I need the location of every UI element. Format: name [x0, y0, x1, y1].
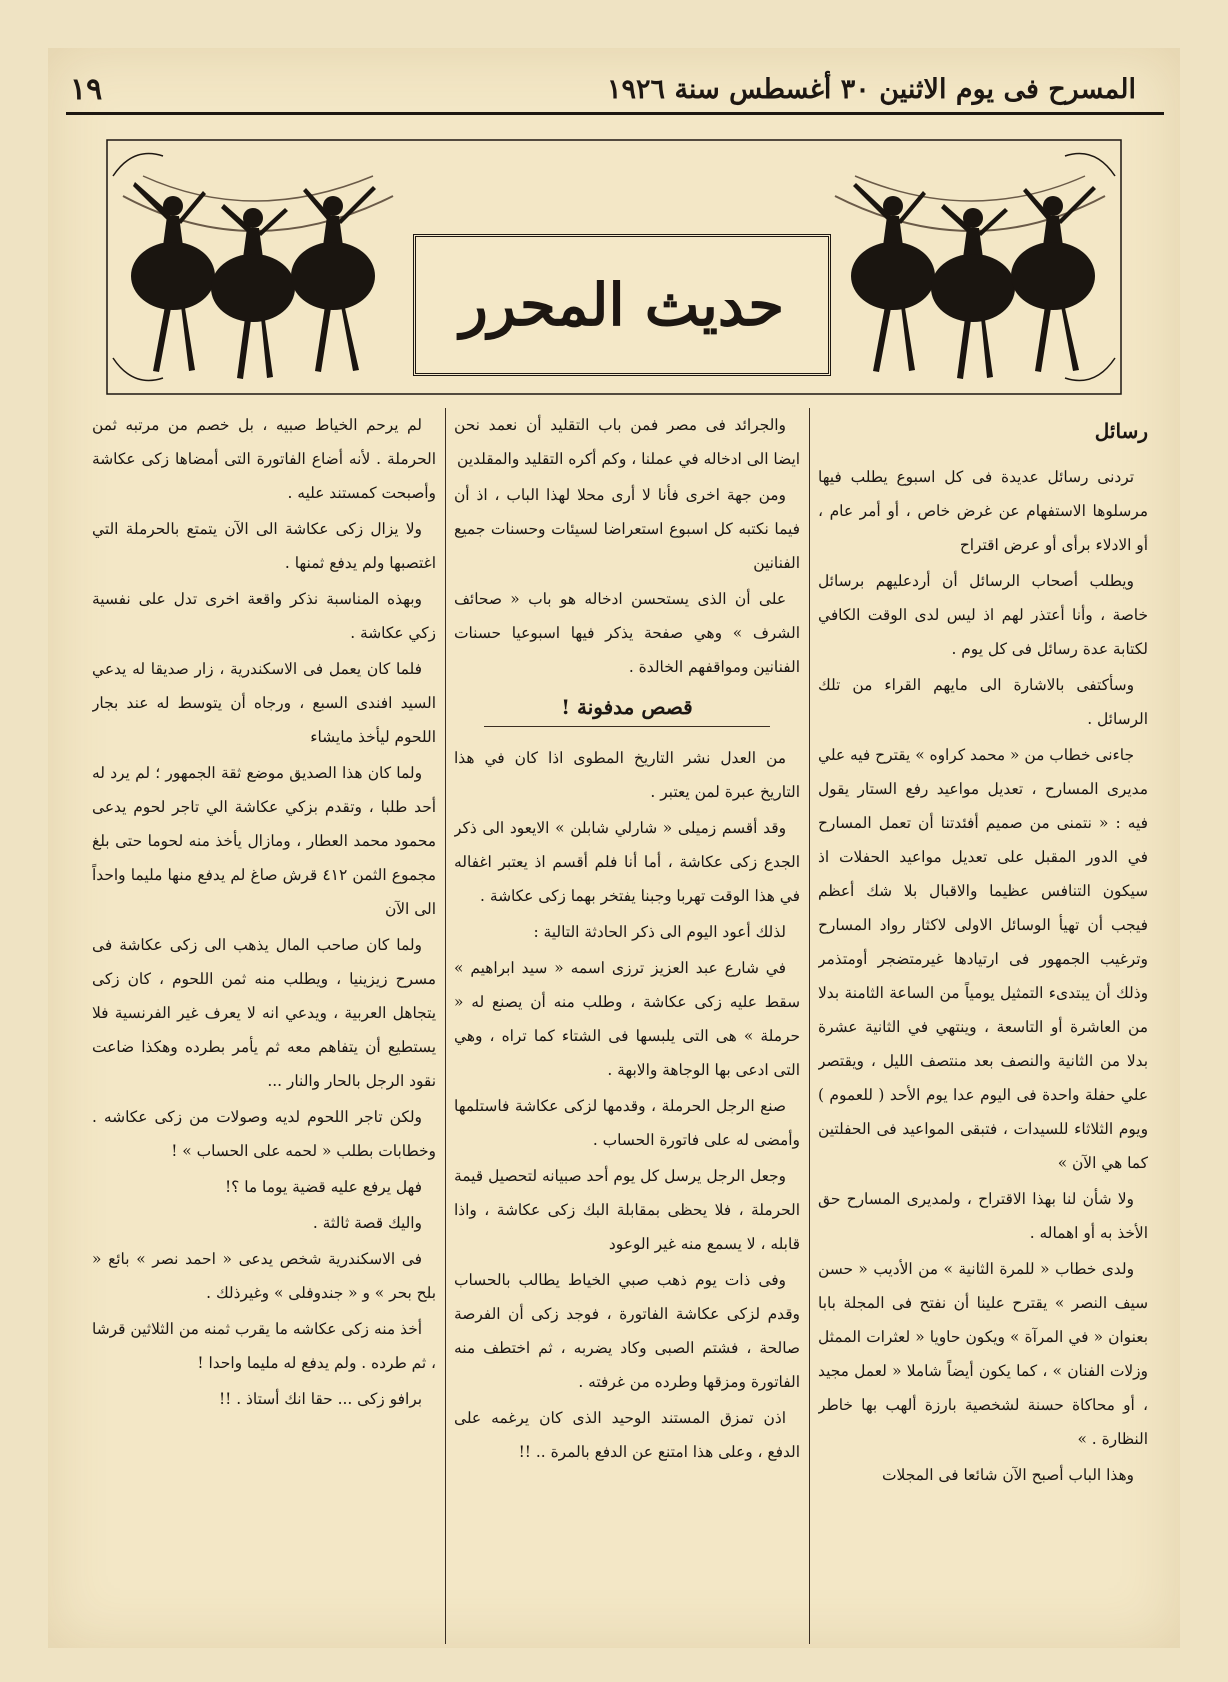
paragraph: فى الاسكندرية شخص يدعى « احمد نصر » بائع « بلح بحر » و « جندوفلى » وغيرذلك .: [92, 1250, 436, 1302]
paragraph: ولا شأن لنا بهذا الاقتراح ، ولمديرى المسارح حق الأخذ به أو اهماله .: [818, 1190, 1148, 1242]
paragraph: ولدى خطاب « للمرة الثانية » من الأديب « حسن سيف النصر » يقترح علينا أن نفتح فى المجلة بابا بعنوان « في المرآة » ويكون حاويا « لعثرات الممثل وزلات الفنان » ، كما يكون أيضاً شاملا « لعمل مجيد ، أو محاكاة حسنة لشخصية بارزة ألهب بها خاطر النظارة . »: [818, 1260, 1148, 1448]
paragraph: وسأكتفى بالاشارة الى مايهم القراء من تلك الرسائل .: [818, 676, 1148, 728]
banner-title: حديث المحرر: [459, 271, 785, 339]
column-divider: [809, 408, 810, 1644]
newspaper-page: [48, 48, 1180, 1648]
paragraph: على أن الذى يستحسن ادخاله هو باب « صحائف الشرف » وهي صفحة يذكر فيها اسبوعيا حسنات الفنانين ومواقفهم الخالدة .: [454, 590, 800, 676]
page-number: ١٩: [70, 72, 103, 107]
paragraph: لم يرحم الخياط صبيه ، بل خصم من مرتبه ثمن الحرملة . لأنه أضاع الفاتورة التى أمضاها زكى عكاشة وأصبحت كمستند عليه .: [92, 416, 436, 502]
paragraph: وجعل الرجل يرسل كل يوم أحد صبيانه لتحصيل قيمة الحرملة ، فلا يحظى بمقابلة البك زكى عكاشة ، واذا قابله ، لا يسمع منه غير الوعود: [454, 1167, 800, 1253]
section-heading-letters: رسائل: [1094, 419, 1148, 443]
page-header: [48, 56, 1166, 116]
paragraph: والجرائد فى مصر فمن باب التقليد أن نعمد نحن ايضا الى ادخاله في عملنا ، وكم أكره التقليد والمقلدين: [454, 416, 800, 468]
paragraph: صنع الرجل الحرملة ، وقدمها لزكى عكاشة فاستلمها وأمضى له على فاتورة الحساب .: [454, 1097, 800, 1149]
paragraph: تردنى رسائل عديدة فى كل اسبوع يطلب فيها مرسلوها الاستفهام عن غرض خاص ، أو أمر عام ، أو الادلاء برأى أو عرض اقتراح: [818, 468, 1148, 554]
paragraph: وبهذه المناسبة نذكر واقعة اخرى تدل على نفسية زكي عكاشة .: [92, 590, 436, 642]
paragraph: ولما كان هذا الصديق موضع ثقة الجمهور ؛ لم يرد له أحد طلبا ، وتقدم بزكي عكاشة الي تاجر لحوم يدعى محمود محمد العطار ، ومازال يأخذ منه لحوما حتى بلغ مجموع الثمن ٤١٢ قرش صاغ لم يدفع منها مليما واحداً الى الآن: [92, 764, 436, 918]
paragraph: واليك قصة ثالثة .: [312, 1214, 422, 1232]
banner-title-box: [413, 234, 831, 376]
section-heading-buried-stories: قصص مدفونة !: [484, 690, 770, 727]
article-columns: [66, 408, 1166, 1644]
paragraph: فهل يرفع عليه قضية يوما ما ؟!: [224, 1178, 422, 1196]
paragraph: وهذا الباب أصبح الآن شائعا فى المجلات: [882, 1466, 1134, 1484]
editor-banner: [103, 136, 1125, 398]
paragraph: أخذ منه زكى عكاشه ما يقرب ثمنه من الثلاثين قرشا ، ثم طرده . ولم يدفع له مليما واحدا !: [92, 1320, 436, 1372]
paragraph: فلما كان يعمل فى الاسكندرية ، زار صديقا له يدعي السيد افندى السبع ، ورجاه أن يتوسط له عند بجار اللحوم ليأخذ مايشاء: [92, 660, 436, 746]
paragraph: ومن جهة اخرى فأنا لا أرى محلا لهذا الباب ، اذ أن فيما نكتبه كل اسبوع استعراضا لسيئات وحسنات جميع الفنانين: [454, 486, 800, 572]
paragraph: ولا يزال زكى عكاشة الى الآن يتمتع بالحرملة التي اغتصبها ولم يدفع ثمنها .: [92, 520, 436, 572]
column-letters: [818, 408, 1148, 1644]
paragraph: وقد أقسم زميلى « شارلي شابلن » الايعود الى ذكر الجدع زكى عكاشة ، أما أنا فلم أقسم اذ يعتبر اغفاله في هذا الوقت تهربا وجبنا يفتخر بهما زكى عكاشة .: [454, 819, 800, 905]
paragraph: برافو زكى ... حقا انك أستاذ . !!: [218, 1390, 422, 1408]
column-buried-stories: [454, 408, 800, 1644]
header-rule: [66, 112, 1164, 115]
paragraph: وفى ذات يوم ذهب صبي الخياط يطالب بالحساب وقدم لزكى عكاشة الفاتورة ، فوجد زكى أن الفرصة صالحة ، فشتم الصبى وكاد يضربه ، ثم اختطف منه الفاتورة ومزقها وطرده من غرفته .: [454, 1271, 800, 1391]
paragraph: جاءنى خطاب من « محمد كراوه » يقترح فيه علي مديرى المسارح ، تعديل مواعيد رفع الستار يقول فيه : « نتمنى من صميم أفئدتنا أن تعمل المسارح في الدور المقبل على تعديل مواعيد الحفلات اذ سيكون التنافس عظيما والاقبال بلا شك أعظم فيجب أن تهيأ الوسائل الاولى لاكثار رواد المسارح وترغيب الجمهور فى ارتيادها غيرمتضجر أومتذمر وذلك أن يبتدىء التمثيل يومياً من الساعة الثامنة بدلا من العاشرة أو التاسعة ، وينتهي في الثانية عشرة بدلا من الثانية والنصف بعد منتصف الليل ، ويقتصر علي حفلة واحدة فى اليوم عدا يوم الأحد ( للعموم ) ويوم الثلاثاء للسيدات ، فتبقى المواعيد فى الحفلتين كما هي الآن »: [818, 746, 1148, 1172]
column-divider: [445, 408, 446, 1644]
paragraph: لذلك أعود اليوم الى ذكر الحادثة التالية :: [533, 923, 786, 941]
paragraph: ولما كان صاحب المال يذهب الى زكى عكاشة فى مسرح زيزينيا ، ويطلب منه ثمن اللحوم ، كان زكى يتجاهل العربية ، ويدعي انه لا يعرف غير الفرنسية فلا يستطيع أن يتفاهم معه ثم يأمر بطرده وهكذا ضاعت نقود الرجل بالحار والنار ...: [92, 936, 436, 1090]
paragraph: في شارع عبد العزيز ترزى اسمه « سيد ابراهيم » سقط عليه زكى عكاشة ، وطلب منه أن يصنع له « حرملة » هى التى يلبسها فى الشتاء كما تراه ، وهي التى ادعى بها الوجاهة والابهة .: [454, 959, 800, 1079]
paragraph: ولكن تاجر اللحوم لديه وصولات من زكى عكاشه . وخطابات بطلب « لحمه على الحساب » !: [92, 1108, 436, 1160]
paragraph: ويطلب أصحاب الرسائل أن أردعليهم برسائل خاصة ، وأنا أعتذر لهم اذ ليس لدى الوقت الكافي لكتابة عدة رسائل فى كل يوم .: [818, 572, 1148, 658]
column-continued: [92, 408, 436, 1644]
paragraph: اذن تمزق المستند الوحيد الذى كان يرغمه على الدفع ، وعلى هذا امتنع عن الدفع بالمرة .. !!: [454, 1409, 800, 1461]
header-title: المسرح فى يوم الاثنين ٣٠ أغسطس سنة ١٩٢٦: [607, 74, 1136, 105]
paragraph: من العدل نشر التاريخ المطوى اذا كان في هذا التاريخ عبرة لمن يعتبر .: [454, 749, 800, 801]
